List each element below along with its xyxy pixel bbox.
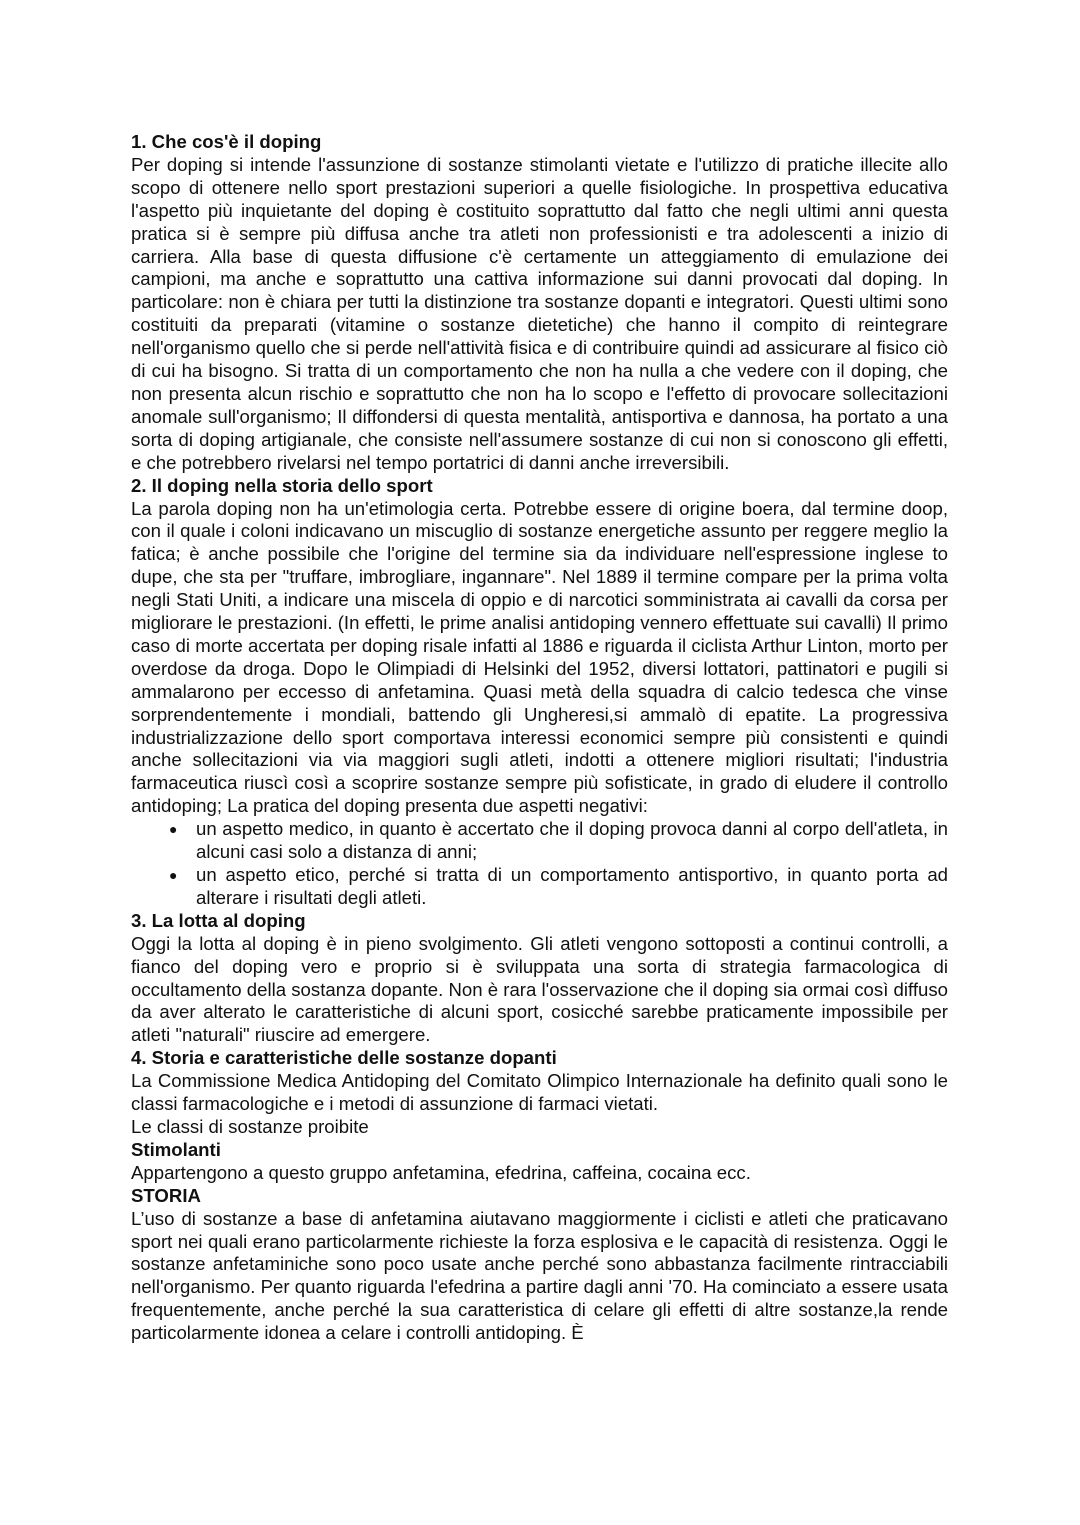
section-3-body: Oggi la lotta al doping è in pieno svolgimento. Gli atleti vengono sottoposti a continui controlli, a fianco del doping vero e proprio si è sviluppata una sorta di strategia farmacologica di occultamento della sostanza dopante. Non è rara l'osservazione che il doping sia ormai così diffuso da aver alterato le caratteristiche di alcuni sport, cosicché sarebbe praticamente impossibile per atleti "naturali" riuscire ad emergere. (131, 932, 948, 1046)
stimolanti-body: Appartengono a questo gruppo anfetamina, efedrina, caffeina, cocaina ecc. (131, 1161, 751, 1183)
section-2-body: La parola doping non ha un'etimologia certa. Potrebbe essere di origine boera, dal termine doop, con il quale i coloni indicavano un miscuglio di sostanze energetiche assunto per reggere meglio la fatica; è anche possibile che l'origine del termine sia da individuare nell'espressione inglese to dupe, che sta per "truffare, imbrogliare, ingannare". Nel 1889 il termine compare per la prima volta negli Stati Uniti, a indicare una miscela di oppio e di narcotici somministrata ai cavalli da corsa per migliorare le prestazioni. (In effetti, le prime analisi antidoping vennero effettuate sui cavalli) Il primo caso di morte accertata per doping risale infatti al 1886 e riguarda il ciclista Arthur Linton, morto per overdose da droga. Dopo le Olimpiadi di Helsinki del 1952, diversi lottatori, pattinatori e pugili si ammalarono per eccesso di anfetamina. Quasi metà della squadra di calcio tedesca che vinse sorprendentemente i mondiali, battendo gli Ungheresi,si ammalò di epatite. La progressiva industrializzazione dello sport comportava interessi economici sempre più consistenti e quindi anche sollecitazioni via via maggiori sugli atleti, indotti a ottenere migliori risultati; l'industria farmaceutica riuscì così a scoprire sostanze sempre più sofisticate, in grado di eludere il controllo antidoping; La pratica del doping presenta due aspetti negativi: (131, 497, 948, 817)
section-3-title: 3. La lotta al doping (131, 909, 306, 931)
list-item-text: un aspetto etico, perché si tratta di un comportamento antisportivo, in quanto porta ad alterare i risultati degli atleti. (196, 864, 948, 908)
bullet-icon: ● (169, 867, 178, 883)
stimolanti-title: Stimolanti (131, 1138, 221, 1160)
storia-title: STORIA (131, 1184, 201, 1206)
section-4-title: 4. Storia e caratteristiche delle sostanze dopanti (131, 1047, 557, 1069)
prohibited-classes-line: Le classi di sostanze proibite (131, 1115, 369, 1137)
list-item (169, 818, 948, 864)
storia-body: L’uso di sostanze a base di anfetamina aiutavano maggiormente i ciclisti e atleti che praticavano sport nei quali erano particolarmente richieste la forza esplosiva e le capacità di resistenza. Oggi le sostanze anfetaminiche sono poco usate anche perché sono abbastanza facilmente rintracciabili nell'organismo. Per quanto riguarda l'efedrina a partire dagli anni '70. Ha cominciato a essere usata frequentemente, anche perché la sua caratteristica di celare gli effetti di altre sostanze,la rende particolarmente idonea a celare i controlli antidoping. È (131, 1207, 948, 1344)
negative-aspects-list (131, 818, 948, 910)
document-page (131, 131, 948, 1345)
section-1-body: Per doping si intende l'assunzione di sostanze stimolanti vietate e l'utilizzo di pratiche illecite allo scopo di ottenere nello sport prestazioni superiori a quelle fisiologiche. In prospettiva educativa l'aspetto più inquietante del doping è costituito soprattutto dal fatto che negli ultimi anni questa pratica si è sempre più diffusa anche tra atleti non professionisti e tra adolescenti a inizio di carriera. Alla base di questa diffusione c'è certamente un atteggiamento di emulazione dei campioni, ma anche e soprattutto una cattiva informazione sui danni provocati dal doping. In particolare: non è chiara per tutti la distinzione tra sostanze dopanti e integratori. Questi ultimi sono costituiti da preparati (vitamine o sostanze dietetiche) che hanno il compito di reintegrare nell'organismo quello che si perde nell'attività fisica e di contribuire quindi ad assicurare al fisico ciò di cui ha bisogno. Si tratta di un comportamento che non ha nulla a che vedere con il doping, che non presenta alcun rischio e soprattutto che non ha lo scopo e l'effetto di provocare sollecitazioni anomale sull'organismo; Il diffondersi di questa mentalità, antisportiva e dannosa, ha portato a una sorta di doping artigianale, che consiste nell'assumere sostanze di cui non si conoscono gli effetti, e che potrebbero rivelarsi nel tempo portatrici di danni anche irreversibili. (131, 153, 948, 473)
list-item-text: un aspetto medico, in quanto è accertato che il doping provoca danni al corpo dell'atleta, in alcuni casi solo a distanza di anni; (196, 818, 948, 863)
section-2-title: 2. Il doping nella storia dello sport (131, 474, 433, 496)
list-item (169, 864, 948, 910)
section-4-body: La Commissione Medica Antidoping del Comitato Olimpico Internazionale ha definito quali sono le classi farmacologiche e i metodi di assunzione di farmaci vietati. (131, 1070, 948, 1115)
bullet-icon: ● (169, 821, 178, 838)
section-1-title: 1. Che cos'è il doping (131, 131, 322, 152)
